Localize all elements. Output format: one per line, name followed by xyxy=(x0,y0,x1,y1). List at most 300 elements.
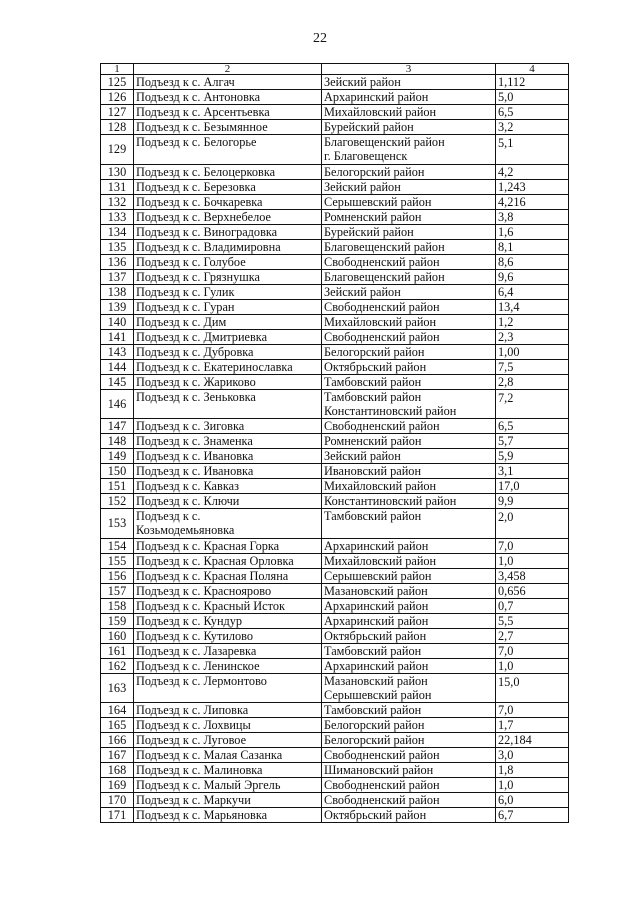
road-name-line: Подъезд к с. Дубровка xyxy=(136,344,254,359)
road-length: 7,0 xyxy=(496,643,569,658)
road-name-line: Подъезд к с. Малая Сазанка xyxy=(136,748,283,762)
road-name xyxy=(134,673,322,703)
road-name-line: Подъезд к с. Липовка xyxy=(136,703,249,717)
district xyxy=(322,314,496,329)
road-length: 2,8 xyxy=(496,374,569,389)
road-name-line: Подъезд к с. Гулик xyxy=(136,284,235,299)
road-name xyxy=(134,703,322,718)
row-number: 131 xyxy=(101,179,134,194)
road-name xyxy=(134,224,322,239)
road-name-line: Подъезд к с. Алгач xyxy=(136,75,235,89)
road-name-line: Подъезд к с. Жариково xyxy=(136,374,256,389)
road-name-line: Подъезд к с. Зиговка xyxy=(136,419,245,433)
table-row xyxy=(101,703,569,718)
roads-table xyxy=(100,63,569,823)
road-length: 3,1 xyxy=(496,464,569,479)
district-line: Благовещенский район xyxy=(324,239,445,254)
district xyxy=(322,329,496,344)
road-name-line: Подъезд к с. xyxy=(136,509,201,523)
road-length: 5,9 xyxy=(496,449,569,464)
row-number: 126 xyxy=(101,90,134,105)
district xyxy=(322,254,496,269)
road-length: 1,7 xyxy=(496,718,569,733)
road-length: 0,7 xyxy=(496,598,569,613)
row-number: 143 xyxy=(101,344,134,359)
row-number: 137 xyxy=(101,269,134,284)
row-number: 141 xyxy=(101,329,134,344)
road-name xyxy=(134,269,322,284)
road-name xyxy=(134,643,322,658)
district-line: Мазановский район xyxy=(324,583,428,598)
district-line: Константиновский район xyxy=(324,494,457,508)
district-line: Константиновский район xyxy=(324,403,457,418)
district xyxy=(322,344,496,359)
road-name xyxy=(134,494,322,509)
district-line: Архаринский район xyxy=(324,598,429,613)
road-name-line: Подъезд к с. Голубое xyxy=(136,254,246,269)
row-number: 156 xyxy=(101,568,134,583)
road-length: 1,243 xyxy=(496,179,569,194)
district xyxy=(322,90,496,105)
table-row xyxy=(101,164,569,179)
road-name xyxy=(134,75,322,90)
district xyxy=(322,703,496,718)
district xyxy=(322,449,496,464)
header-row xyxy=(101,64,569,75)
road-name xyxy=(134,179,322,194)
road-name xyxy=(134,509,322,539)
road-name-line: Подъезд к с. Красная Поляна xyxy=(136,568,289,583)
table-row xyxy=(101,434,569,449)
district-line: Зейский район xyxy=(324,284,401,299)
table-row xyxy=(101,90,569,105)
row-number: 157 xyxy=(101,583,134,598)
road-name-line: Подъезд к с. Белоцерковка xyxy=(136,164,276,179)
road-name xyxy=(134,299,322,314)
road-length: 4,2 xyxy=(496,164,569,179)
row-number: 134 xyxy=(101,224,134,239)
road-length: 22,184 xyxy=(496,733,569,748)
district-line: Благовещенский район xyxy=(324,135,445,149)
road-length: 7,0 xyxy=(496,538,569,553)
road-length: 6,0 xyxy=(496,793,569,808)
road-name xyxy=(134,449,322,464)
table-row xyxy=(101,419,569,434)
district xyxy=(322,269,496,284)
row-number: 132 xyxy=(101,194,134,209)
district xyxy=(322,553,496,568)
district-line: Мазановский район xyxy=(324,673,428,688)
row-number: 159 xyxy=(101,613,134,628)
table-row xyxy=(101,105,569,120)
road-name-line: Подъезд к с. Марьяновка xyxy=(136,808,268,822)
district-line: Михайловский район xyxy=(324,553,437,568)
row-number: 130 xyxy=(101,164,134,179)
row-number: 153 xyxy=(101,509,134,539)
district-line: Октябрьский район xyxy=(324,628,427,643)
road-name-line: Подъезд к с. Знаменка xyxy=(136,434,253,448)
row-number: 171 xyxy=(101,808,134,823)
road-name xyxy=(134,164,322,179)
district xyxy=(322,224,496,239)
road-length: 8,1 xyxy=(496,239,569,254)
road-name-line: Подъезд к с. Арсентьевка xyxy=(136,105,270,119)
road-name-line: Подъезд к с. Гуран xyxy=(136,299,235,314)
row-number: 148 xyxy=(101,434,134,449)
row-number: 165 xyxy=(101,718,134,733)
district-line: Серышевский район xyxy=(324,194,432,209)
road-length: 2,3 xyxy=(496,329,569,344)
district xyxy=(322,105,496,120)
road-name xyxy=(134,763,322,778)
road-name-line: Подъезд к с. Красная Орловка xyxy=(136,553,294,568)
road-name xyxy=(134,105,322,120)
district xyxy=(322,374,496,389)
row-number: 167 xyxy=(101,748,134,763)
road-name xyxy=(134,479,322,494)
district xyxy=(322,643,496,658)
district-line: Серышевский район xyxy=(324,687,432,702)
row-number: 147 xyxy=(101,419,134,434)
row-number: 139 xyxy=(101,299,134,314)
district-line: Бурейский район xyxy=(324,224,414,239)
road-name xyxy=(134,284,322,299)
district-line: Тамбовский район xyxy=(324,509,422,523)
table-row xyxy=(101,329,569,344)
table-row xyxy=(101,748,569,763)
road-length: 9,6 xyxy=(496,269,569,284)
district xyxy=(322,434,496,449)
road-name xyxy=(134,419,322,434)
table-row xyxy=(101,254,569,269)
road-length: 3,8 xyxy=(496,209,569,224)
road-name-line: Подъезд к с. Бочкаревка xyxy=(136,194,263,209)
road-name-line: Подъезд к с. Кавказ xyxy=(136,479,239,493)
district-line: г. Благовещенск xyxy=(324,149,408,163)
district-line: Тамбовский район xyxy=(324,703,422,717)
road-name xyxy=(134,598,322,613)
district xyxy=(322,359,496,374)
road-length: 3,2 xyxy=(496,120,569,135)
road-name xyxy=(134,434,322,449)
district xyxy=(322,793,496,808)
table-row xyxy=(101,299,569,314)
table-row xyxy=(101,613,569,628)
road-name-line: Подъезд к с. Березовка xyxy=(136,179,256,194)
table-row xyxy=(101,284,569,299)
road-length: 1,0 xyxy=(496,778,569,793)
road-name-line: Подъезд к с. Лазаревка xyxy=(136,643,257,658)
district-line: Ромненский район xyxy=(324,434,422,448)
table-row xyxy=(101,75,569,90)
road-name-line: Подъезд к с. Маркучи xyxy=(136,793,251,807)
table-row xyxy=(101,628,569,643)
table-row xyxy=(101,808,569,823)
district xyxy=(322,509,496,539)
table-row xyxy=(101,553,569,568)
district-line: Серышевский район xyxy=(324,568,432,583)
district xyxy=(322,538,496,553)
road-length: 3,0 xyxy=(496,748,569,763)
row-number: 158 xyxy=(101,598,134,613)
road-length: 3,458 xyxy=(496,568,569,583)
road-length: 5,7 xyxy=(496,434,569,449)
district xyxy=(322,284,496,299)
road-name-line: Подъезд к с. Безымянное xyxy=(136,120,268,134)
district xyxy=(322,494,496,509)
district xyxy=(322,194,496,209)
table-row xyxy=(101,479,569,494)
road-name-line: Подъезд к с. Верхнебелое xyxy=(136,209,271,224)
road-length: 4,216 xyxy=(496,194,569,209)
row-number: 128 xyxy=(101,120,134,135)
table-row xyxy=(101,763,569,778)
district xyxy=(322,419,496,434)
district-line: Шимановский район xyxy=(324,763,434,777)
road-length: 5,5 xyxy=(496,613,569,628)
road-name-line: Подъезд к с. Антоновка xyxy=(136,90,261,104)
road-name-line: Подъезд к с. Виноградовка xyxy=(136,224,278,239)
road-length: 1,0 xyxy=(496,553,569,568)
road-length: 17,0 xyxy=(496,479,569,494)
road-name xyxy=(134,808,322,823)
road-name-line: Подъезд к с. Луговое xyxy=(136,733,247,747)
road-name-line: Подъезд к с. Лохвицы xyxy=(136,718,251,732)
district-line: Октябрьский район xyxy=(324,808,427,822)
district-line: Ромненский район xyxy=(324,209,422,224)
road-name xyxy=(134,718,322,733)
road-name xyxy=(134,538,322,553)
district-line: Белогорский район xyxy=(324,344,425,359)
district-line: Свободненский район xyxy=(324,419,440,433)
road-name-line: Подъезд к с. Ивановка xyxy=(136,449,254,463)
table-row xyxy=(101,509,569,539)
road-length: 6,5 xyxy=(496,419,569,434)
road-name-line: Подъезд к с. Белогорье xyxy=(136,135,257,149)
road-name xyxy=(134,613,322,628)
district xyxy=(322,598,496,613)
road-length: 6,7 xyxy=(496,808,569,823)
table-row xyxy=(101,449,569,464)
district xyxy=(322,583,496,598)
road-name xyxy=(134,359,322,374)
road-name xyxy=(134,329,322,344)
district-line: Бурейский район xyxy=(324,120,414,134)
road-name-line: Подъезд к с. Ленинское xyxy=(136,658,260,673)
row-number: 169 xyxy=(101,778,134,793)
road-name-line: Подъезд к с. Дмитриевка xyxy=(136,329,268,344)
road-name xyxy=(134,583,322,598)
page-number: 22 xyxy=(313,31,327,46)
road-name-line: Подъезд к с. Кутилово xyxy=(136,628,254,643)
district-line: Белогорский район xyxy=(324,718,425,732)
district xyxy=(322,733,496,748)
row-number: 164 xyxy=(101,703,134,718)
road-name xyxy=(134,553,322,568)
district xyxy=(322,763,496,778)
table-row xyxy=(101,269,569,284)
district xyxy=(322,135,496,165)
road-length: 5,0 xyxy=(496,90,569,105)
row-number: 160 xyxy=(101,628,134,643)
table-row xyxy=(101,778,569,793)
road-name-line: Подъезд к с. Грязнушка xyxy=(136,269,260,284)
row-number: 151 xyxy=(101,479,134,494)
road-name-line: Подъезд к с. Зеньковка xyxy=(136,389,256,404)
district-line: Белогорский район xyxy=(324,733,425,747)
table-row xyxy=(101,120,569,135)
road-length: 1,0 xyxy=(496,658,569,673)
table-row xyxy=(101,793,569,808)
road-name xyxy=(134,793,322,808)
district-line: Зейский район xyxy=(324,75,401,89)
district xyxy=(322,464,496,479)
district xyxy=(322,658,496,673)
row-number: 161 xyxy=(101,643,134,658)
road-name xyxy=(134,778,322,793)
table-row xyxy=(101,718,569,733)
row-number: 166 xyxy=(101,733,134,748)
district-line: Архаринский район xyxy=(324,538,429,553)
table-row xyxy=(101,179,569,194)
district xyxy=(322,299,496,314)
district xyxy=(322,75,496,90)
road-name xyxy=(134,748,322,763)
table-row xyxy=(101,239,569,254)
row-number: 146 xyxy=(101,389,134,419)
road-name xyxy=(134,658,322,673)
table-row xyxy=(101,209,569,224)
road-name xyxy=(134,628,322,643)
road-length: 7,0 xyxy=(496,703,569,718)
district-line: Михайловский район xyxy=(324,105,437,119)
row-number: 133 xyxy=(101,209,134,224)
table-row xyxy=(101,359,569,374)
row-number: 138 xyxy=(101,284,134,299)
district xyxy=(322,179,496,194)
district-line: Зейский район xyxy=(324,449,401,463)
row-number: 168 xyxy=(101,763,134,778)
table-row xyxy=(101,374,569,389)
district xyxy=(322,808,496,823)
district xyxy=(322,778,496,793)
table-row xyxy=(101,389,569,419)
road-name-line: Подъезд к с. Лермонтово xyxy=(136,673,267,688)
road-name-line: Подъезд к с. Ключи xyxy=(136,494,240,508)
district-line: Свободненский район xyxy=(324,793,440,807)
district-line: Тамбовский район xyxy=(324,389,422,404)
road-length: 13,4 xyxy=(496,299,569,314)
table-row xyxy=(101,464,569,479)
district-line: Свободненский район xyxy=(324,254,440,269)
road-name-line: Подъезд к с. Владимировна xyxy=(136,239,281,254)
row-number: 127 xyxy=(101,105,134,120)
district-line: Свободненский район xyxy=(324,299,440,314)
district-line: Ивановский район xyxy=(324,464,422,478)
road-name xyxy=(134,120,322,135)
road-length: 1,8 xyxy=(496,763,569,778)
row-number: 155 xyxy=(101,553,134,568)
road-name xyxy=(134,374,322,389)
road-name xyxy=(134,194,322,209)
table-row xyxy=(101,314,569,329)
district-line: Архаринский район xyxy=(324,90,429,104)
district-line: Тамбовский район xyxy=(324,643,422,658)
road-name xyxy=(134,90,322,105)
road-name xyxy=(134,314,322,329)
road-name xyxy=(134,254,322,269)
road-length: 7,5 xyxy=(496,359,569,374)
road-length: 1,00 xyxy=(496,344,569,359)
column-header: 2 xyxy=(134,64,322,75)
road-length: 2,0 xyxy=(496,509,569,539)
district-line: Зейский район xyxy=(324,179,401,194)
district-line: Свободненский район xyxy=(324,329,440,344)
row-number: 144 xyxy=(101,359,134,374)
road-name-line: Подъезд к с. Ивановка xyxy=(136,464,254,478)
row-number: 145 xyxy=(101,374,134,389)
district xyxy=(322,239,496,254)
column-header: 3 xyxy=(322,64,496,75)
district-line: Октябрьский район xyxy=(324,359,427,374)
road-length: 15,0 xyxy=(496,673,569,703)
road-length: 7,2 xyxy=(496,389,569,419)
row-number: 163 xyxy=(101,673,134,703)
district xyxy=(322,389,496,419)
road-name xyxy=(134,135,322,165)
district xyxy=(322,568,496,583)
district xyxy=(322,628,496,643)
row-number: 152 xyxy=(101,494,134,509)
district xyxy=(322,613,496,628)
table-row xyxy=(101,494,569,509)
row-number: 154 xyxy=(101,538,134,553)
table-row xyxy=(101,658,569,673)
table-row xyxy=(101,733,569,748)
district-line: Благовещенский район xyxy=(324,269,445,284)
district-line: Тамбовский район xyxy=(324,374,422,389)
road-length: 0,656 xyxy=(496,583,569,598)
road-name-line: Подъезд к с. Дим xyxy=(136,314,227,329)
district-line: Свободненский район xyxy=(324,748,440,762)
road-name xyxy=(134,239,322,254)
district xyxy=(322,748,496,763)
district-line: Михайловский район xyxy=(324,314,437,329)
row-number: 135 xyxy=(101,239,134,254)
road-length: 1,6 xyxy=(496,224,569,239)
road-name xyxy=(134,209,322,224)
road-length: 1,112 xyxy=(496,75,569,90)
row-number: 125 xyxy=(101,75,134,90)
road-name xyxy=(134,344,322,359)
road-name-line: Подъезд к с. Малый Эргель xyxy=(136,778,281,792)
road-length: 6,5 xyxy=(496,105,569,120)
district-line: Михайловский район xyxy=(324,479,437,493)
row-number: 162 xyxy=(101,658,134,673)
district-line: Архаринский район xyxy=(324,658,429,673)
road-length: 1,2 xyxy=(496,314,569,329)
table-row xyxy=(101,135,569,165)
road-name-line: Подъезд к с. Малиновка xyxy=(136,763,263,777)
road-name-line: Козьмодемьяновка xyxy=(136,523,235,537)
row-number: 170 xyxy=(101,793,134,808)
road-name xyxy=(134,568,322,583)
road-name-line: Подъезд к с. Красный Исток xyxy=(136,598,285,613)
district xyxy=(322,164,496,179)
district-line: Архаринский район xyxy=(324,613,429,628)
table-row xyxy=(101,673,569,703)
table-row xyxy=(101,538,569,553)
